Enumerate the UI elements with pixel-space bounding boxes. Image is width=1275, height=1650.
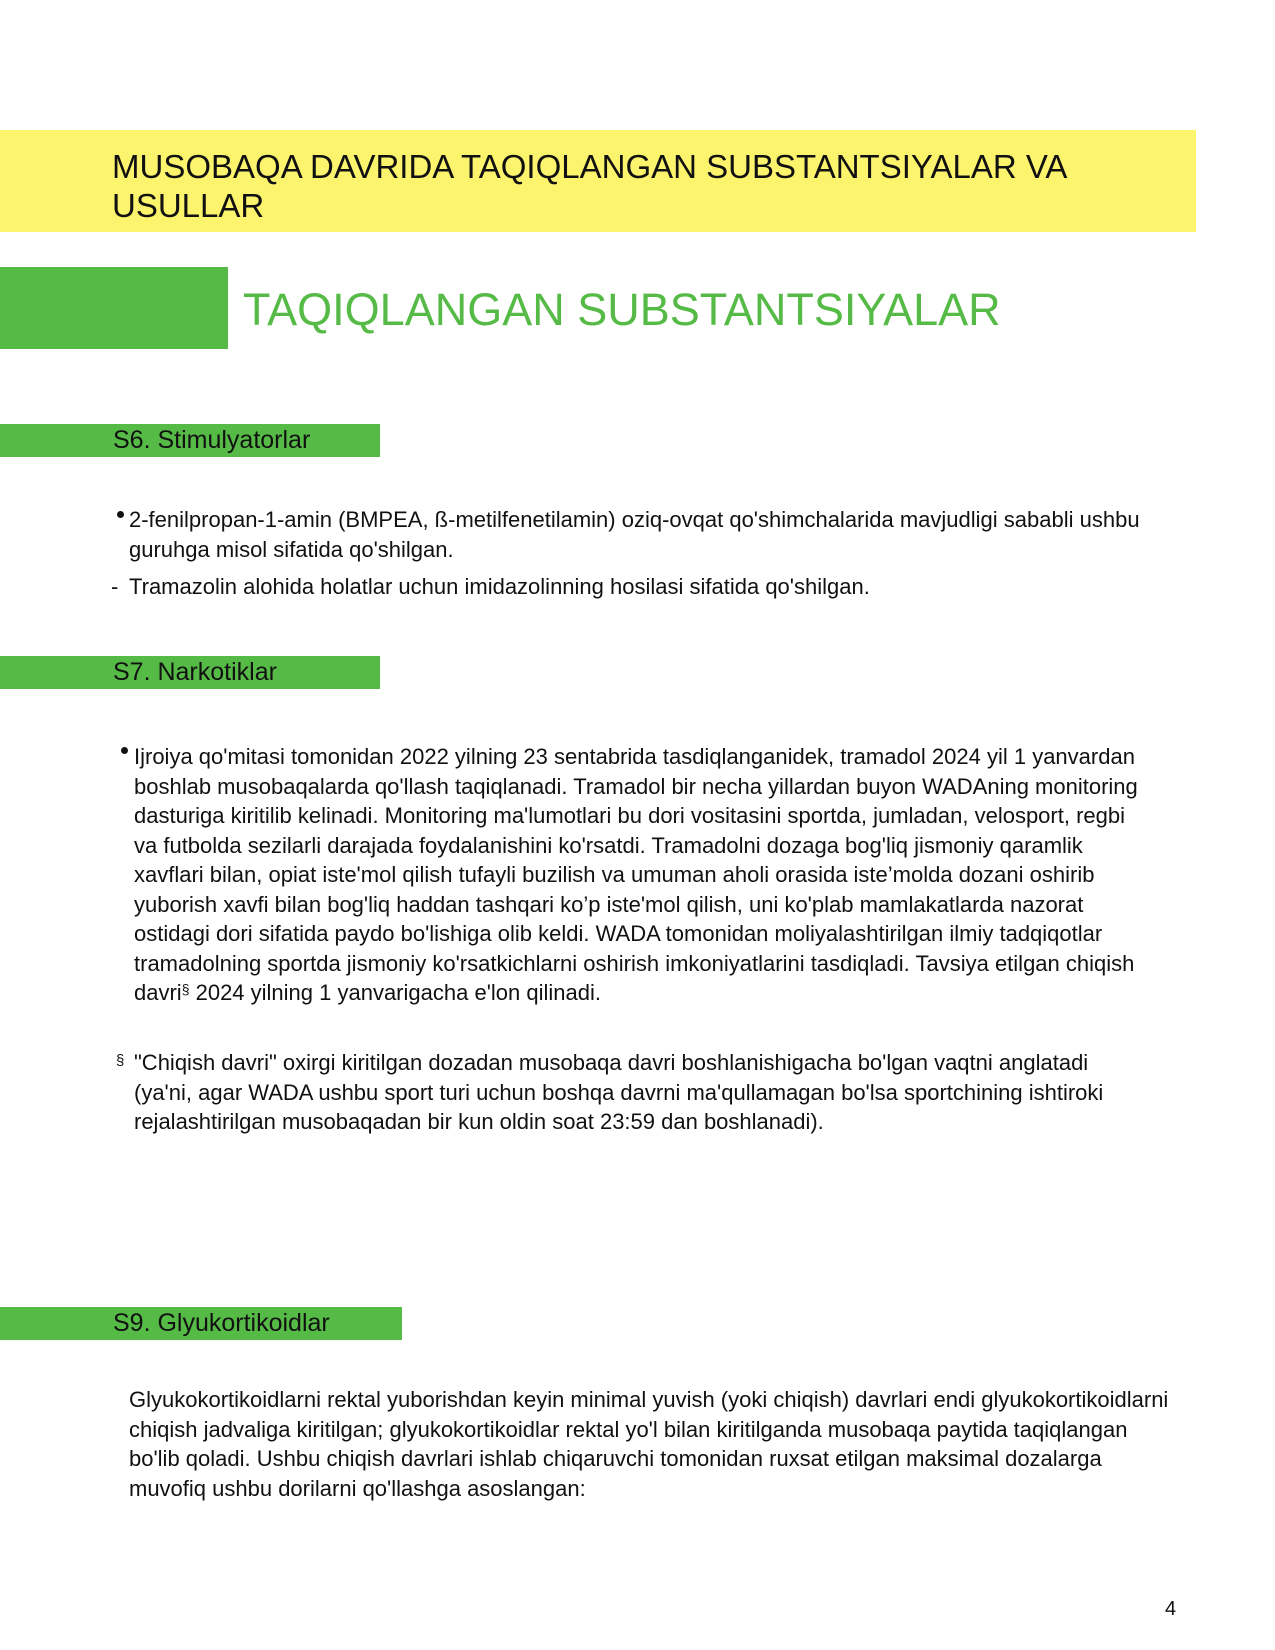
s6-item1-bullet-icon [117,511,124,518]
s7-item1-text-end: 2024 yilning 1 yanvarigacha e'lon qilinadi. [189,980,601,1005]
s9-paragraph: Glyukokortikoidlarni rektal yuborishdan keyin minimal yuvish (yoki chiqish) davrlari endi glyukokortikoidlarni chiqish jadvaliga kiritilgan; glyukokortikoidlar rektal yo'l bilan kiritilganda musobaqa paytida taqiqlangan bo'lib qoladi. Ushbu chiqish davrlari ishlab chiqaruvchi tomonidan ruxsat etilgan maksimal dozalarga muvofiq ushbu dorilarni qo'llashga asoslangan: [129,1387,1169,1501]
s7-label: S7. Narkotiklar [113,658,277,686]
s9-label: S9. Glyukortikoidlar [113,1309,330,1337]
s6-item2-text: Tramazolin alohida holatlar uchun imidazolinning hosilasi sifatida qo'shilgan. [129,574,870,599]
section-sign-superscript: § [181,981,190,997]
s6-item1-text: 2-fenilpropan-1-amin (BMPEA, ß-metilfenetilamin) oziq-ovqat qo'shimchalarida mavjudligi sababli ushbu guruhga misol sifatida qo'shilgan. [129,507,1140,562]
s6-item2-marker: - [111,574,119,599]
footnote-marker: § [116,1052,125,1069]
footnote-text: "Chiqish davri" oxirgi kiritilgan dozadan musobaqa davri boshlanishigacha bo'lgan vaqtni anglatadi (ya'ni, agar WADA ushbu sport turi uchun boshqa davrni ma'qullamagan bo'lsa sportchining ishtiroki rejalashtirilgan musobaqadan bir kun oldin soat 23:59 dan boshlanadi). [134,1050,1104,1134]
document-title: MUSOBAQA DAVRIDA TAQIQLANGAN SUBSTANTSIYALAR VA USULLAR [112,148,1066,224]
s7-item1 [134,742,1144,1011]
section-title: TAQIQLANGAN SUBSTANTSIYALAR [243,284,1001,335]
s7-item1-bullet-icon [121,747,128,754]
page-number: 4 [1165,1598,1177,1620]
s7-item1-text: Ijroiya qo'mitasi tomonidan 2022 yilning 23 sentabrida tasdiqlanganidek, tramadol 2024 yil 1 yanvardan boshlab musobaqalarda qo'llash taqiqlanadi. Tramadol bir necha yillardan buyon WADAning monitoring dasturiga kiritilib kelinadi. Monitoring ma'lumotlari bu dori vositasini sportda, jumladan, velosport, regbi va futbolda sezilarli darajada foydalanishini ko'rsatdi. Tramadolni dozaga bog'liq jismoniy qaramlik xavflari bilan, opiat iste'mol qilish tufayli buzilish va umuman aholi orasida iste’molda dozani oshirib yuborish xavfi bilan bog'liq haddan tashqari ko’p iste'mol qilish, uni ko'plab mamlakatlarda nazorat ostidagi dori sifatida paydo bo'lishiga olib keldi. WADA tomonidan moliyalashtirilgan ilmiy tadqiqotlar tramadolning sportda jismoniy ko'rsatkichlarni oshirish imkoniyatlarini tasdiqladi. Tavsiya etilgan chiqish davri [134,744,1138,1005]
s6-label: S6. Stimulyatorlar [113,426,311,454]
section-accent-block [0,267,228,349]
